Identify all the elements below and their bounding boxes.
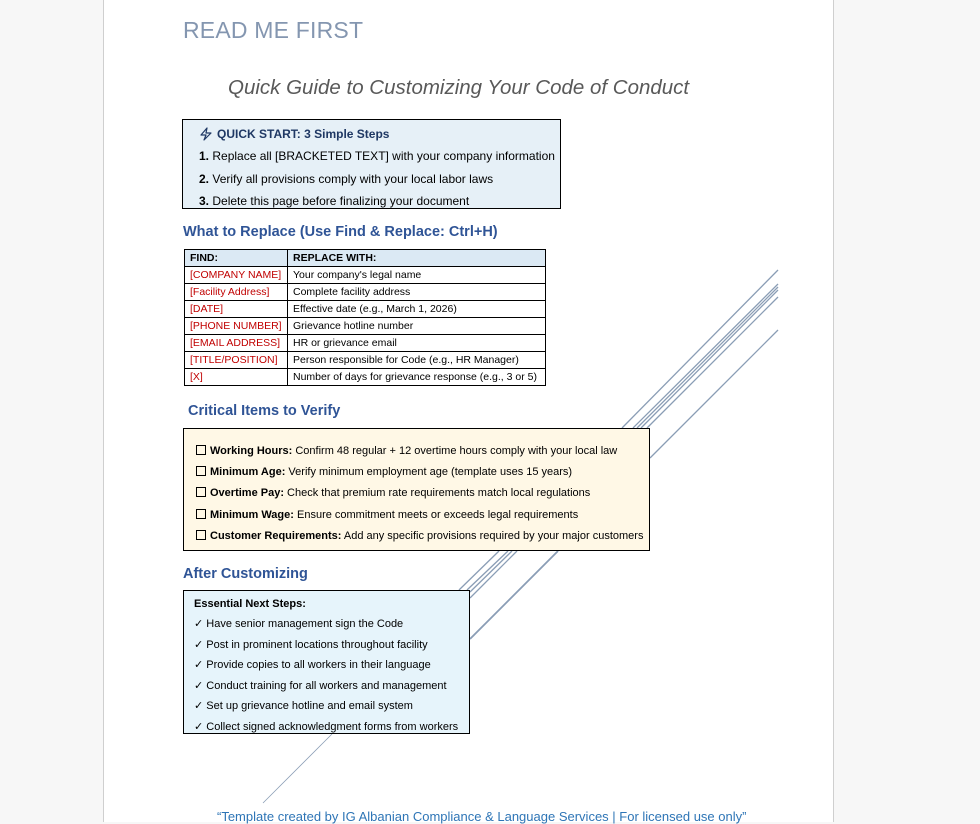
verify-section-heading: Critical Items to Verify	[188, 403, 341, 419]
table-row: [COMPANY NAME] Your company's legal name	[185, 267, 546, 284]
column-header-replace: REPLACE WITH:	[288, 250, 546, 267]
footer-credit: “Template created by IG Albanian Compliance & Language Services | For licensed use only”	[217, 809, 747, 824]
verify-item: Working Hours: Confirm 48 regular + 12 overtime hours comply with your local law	[196, 441, 649, 462]
document-subtitle: Quick Guide to Customizing Your Code of Conduct	[228, 76, 690, 99]
checkmark-icon: ✓	[194, 618, 204, 630]
next-step-item: ✓ Have senior management sign the Code	[194, 618, 404, 630]
checkmark-icon: ✓	[194, 720, 204, 733]
checkbox-icon	[196, 445, 206, 455]
next-step-item: ✓ Collect signed acknowledgment forms from workers	[194, 720, 459, 733]
table-row: [X] Number of days for grievance response (e.g., 3 or 5)	[185, 369, 546, 386]
table-row: [Facility Address] Complete facility address	[185, 284, 546, 301]
verify-item: Minimum Age: Verify minimum employment age (template uses 15 years)	[196, 462, 649, 483]
verify-box	[183, 428, 650, 551]
next-steps-box	[183, 590, 470, 734]
checkmark-icon: ✓	[194, 659, 204, 671]
replace-section-heading: What to Replace (Use Find & Replace: Ctrl+H)	[183, 224, 498, 240]
table-row: [EMAIL ADDRESS] HR or grievance email	[185, 335, 546, 352]
table-header-row	[185, 250, 546, 267]
next-step-item: ✓ Set up grievance hotline and email system	[194, 700, 413, 712]
quick-start-heading: QUICK START: 3 Simple Steps	[199, 123, 560, 145]
verify-item: Overtime Pay: Check that premium rate requirements match local regulations	[196, 483, 649, 504]
lightning-icon	[199, 127, 213, 141]
table-row: [DATE] Effective date (e.g., March 1, 2026)	[185, 301, 546, 318]
next-step-item: ✓ Conduct training for all workers and management	[194, 679, 447, 692]
document-title: READ ME FIRST	[183, 17, 364, 43]
find-replace-table	[184, 249, 546, 386]
checkbox-icon	[196, 487, 206, 497]
checkmark-icon: ✓	[194, 700, 204, 712]
after-section-heading: After Customizing	[183, 566, 308, 582]
quick-start-step: 2. Verify all provisions comply with your local labor laws	[199, 171, 494, 186]
verify-item: Minimum Wage: Ensure commitment meets or exceeds legal requirements	[196, 505, 649, 526]
next-steps-heading: Essential Next Steps:	[194, 598, 306, 610]
verify-item: Customer Requirements: Add any specific provisions required by your major customers	[196, 526, 649, 547]
checkmark-icon: ✓	[194, 638, 204, 651]
quick-start-box	[182, 119, 561, 209]
next-step-item: ✓ Post in prominent locations throughout facility	[194, 638, 428, 651]
quick-start-step: 1. Replace all [BRACKETED TEXT] with your company information	[199, 149, 555, 163]
table-row: [TITLE/POSITION] Person responsible for Code (e.g., HR Manager)	[185, 352, 546, 369]
checkbox-icon	[196, 530, 206, 540]
checkbox-icon	[196, 466, 206, 476]
table-row: [PHONE NUMBER] Grievance hotline number	[185, 318, 546, 335]
checkmark-icon: ✓	[194, 679, 204, 692]
next-step-item: ✓ Provide copies to all workers in their language	[194, 659, 431, 671]
column-header-find: FIND:	[185, 250, 288, 267]
checkbox-icon	[196, 509, 206, 519]
quick-start-step: 3. Delete this page before finalizing your document	[199, 194, 470, 208]
